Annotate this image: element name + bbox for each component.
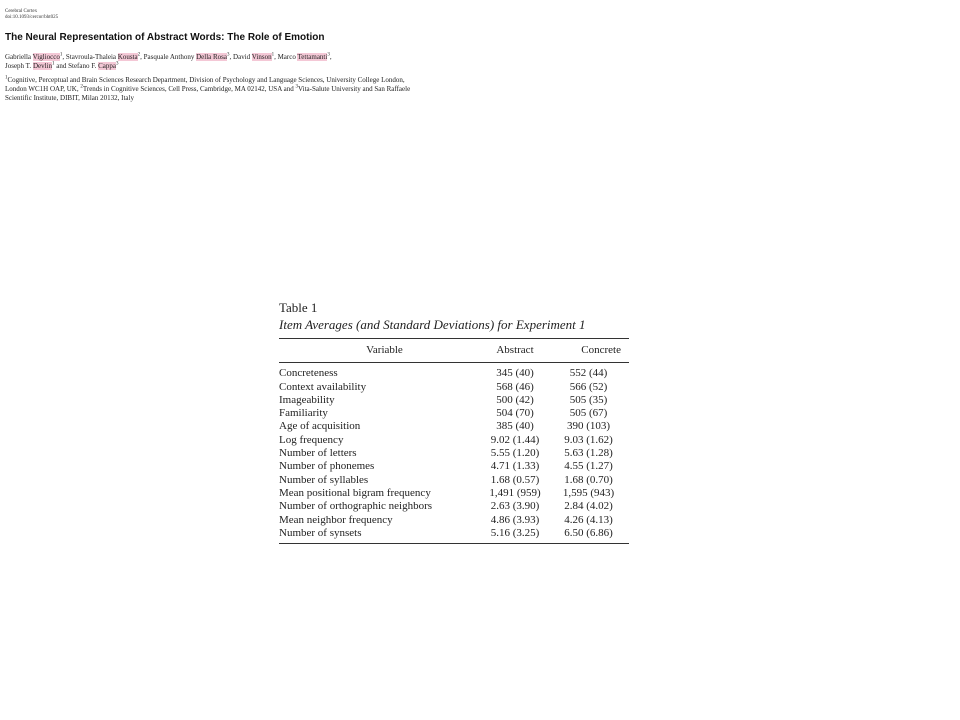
author-surname: Devlin: [32, 62, 52, 70]
cell-abstract: 568 (46): [496, 380, 534, 393]
cell-variable: Familiarity: [279, 407, 328, 420]
cell-variable: Number of orthographic neighbors: [279, 500, 433, 513]
cell-variable: Number of letters: [279, 447, 357, 460]
cell-abstract: 385 (40): [496, 420, 534, 433]
journal-name: Cerebral Cortex: [5, 9, 38, 14]
cell-variable: Number of synsets: [279, 526, 362, 539]
table-row: [279, 381, 629, 394]
cell-concrete: 505 (35): [569, 393, 608, 406]
table-1: [279, 300, 629, 544]
cell-variable: Number of syllables: [279, 473, 369, 486]
cell-abstract: 5.55 (1.20): [490, 447, 540, 460]
cell-concrete: 4.55 (1.27): [564, 460, 613, 473]
table-row: [279, 487, 629, 500]
cell-concrete: 4.26 (4.13): [564, 513, 613, 526]
table-top-rule: [279, 338, 629, 339]
cell-variable: Number of phonemes: [279, 460, 375, 473]
cell-abstract: 2.63 (3.90): [490, 500, 540, 513]
table-row: [279, 420, 629, 433]
cell-abstract: 4.71 (1.33): [490, 460, 540, 473]
table-caption: Item Averages (and Standard Deviations) for Experiment 1: [279, 317, 586, 332]
table-row: [279, 460, 629, 473]
affiliations: $^1$Cognitive, Perceptual and Brain Sciences Research Department, Division of Psychology and Language Sciences, University College London, London WC1H OAP, UK, $^2$Trends in Cognitive Sciences, Cell Press, Cambridge, MA 02142, USA and $^3$Vita-Salute University and San Raffaele Scientific Institute, DIBIT, Milan 20132, Italy: [5, 75, 411, 102]
cell-concrete: 552 (44): [569, 367, 608, 380]
table-row: [279, 367, 629, 380]
table-row: [279, 434, 629, 447]
cell-concrete: 2.84 (4.02): [564, 500, 613, 513]
author: Stefano F. Cappa$^3$: [68, 61, 119, 70]
table-body: [279, 367, 629, 540]
header-concrete: Concrete: [581, 344, 621, 356]
table-row: [279, 474, 629, 487]
table-bottom-rule: [279, 543, 629, 544]
author-surname: Kousta: [117, 53, 138, 61]
cell-abstract: 345 (40): [496, 367, 534, 380]
table-row: [279, 527, 629, 540]
table-row: [279, 394, 629, 407]
cell-variable: Log frequency: [279, 433, 344, 446]
cell-abstract: 9.02 (1.44): [490, 433, 540, 446]
cell-concrete: 505 (67): [569, 407, 608, 420]
cell-variable: Imageability: [279, 393, 335, 406]
cell-concrete: 6.50 (6.86): [564, 526, 613, 539]
table-header-rule: [279, 362, 629, 363]
author-surname: Vigliocco: [32, 53, 60, 61]
cell-abstract: 1,491 (959): [489, 486, 541, 499]
author-list: [5, 53, 425, 71]
author-surname: Tettamanti: [297, 53, 328, 61]
author: Stavroula-Thaleia Kousta$^2$,: [65, 52, 144, 61]
author-surname: Vinson: [251, 53, 272, 61]
cell-variable: Mean positional bigram frequency: [279, 486, 431, 499]
doi: doi:10.1093/cercor/bht025: [5, 15, 59, 20]
cell-abstract: 5.16 (3.25): [490, 526, 540, 539]
paper-header: [5, 9, 565, 103]
cell-concrete: 566 (52): [569, 380, 608, 393]
table-label: Table 1: [279, 300, 318, 315]
author-surname: Cappa: [98, 62, 116, 70]
table-row: [279, 407, 629, 420]
cell-concrete: 5.63 (1.28): [564, 447, 613, 460]
author: Pasquale Anthony Della Rosa$^3$,: [143, 52, 234, 61]
table-row: [279, 447, 629, 460]
cell-abstract: 4.86 (3.93): [490, 513, 540, 526]
paper-title: The Neural Representation of Abstract Words: The Role of Emotion: [5, 32, 325, 43]
cell-abstract: 1.68 (0.57): [490, 473, 540, 486]
cell-abstract: 504 (70): [496, 407, 534, 420]
author: Joseph T. Devlin$^1$ and: [5, 61, 69, 70]
table-header-row: [279, 344, 629, 357]
author: David Vinson$^1$,: [233, 52, 278, 61]
cell-variable: Context availability: [279, 380, 367, 393]
cell-variable: Mean neighbor frequency: [279, 513, 393, 526]
table-row: [279, 514, 629, 527]
cell-concrete: 390 (103): [566, 420, 611, 433]
cell-variable: Age of acquisition: [279, 420, 361, 433]
author: Marco Tettamanti$^3$,: [277, 52, 332, 61]
header-abstract: Abstract: [496, 344, 534, 356]
table-row: [279, 500, 629, 513]
author-surname: Della Rosa: [196, 53, 228, 61]
cell-concrete: 9.03 (1.62): [564, 433, 613, 446]
cell-abstract: 500 (42): [496, 393, 534, 406]
author: Gabriella Vigliocco$^1$,: [5, 52, 66, 61]
cell-variable: Concreteness: [279, 367, 338, 380]
cell-concrete: 1,595 (943): [562, 486, 615, 499]
header-variable: Variable: [366, 344, 403, 356]
cell-concrete: 1.68 (0.70): [564, 473, 613, 486]
